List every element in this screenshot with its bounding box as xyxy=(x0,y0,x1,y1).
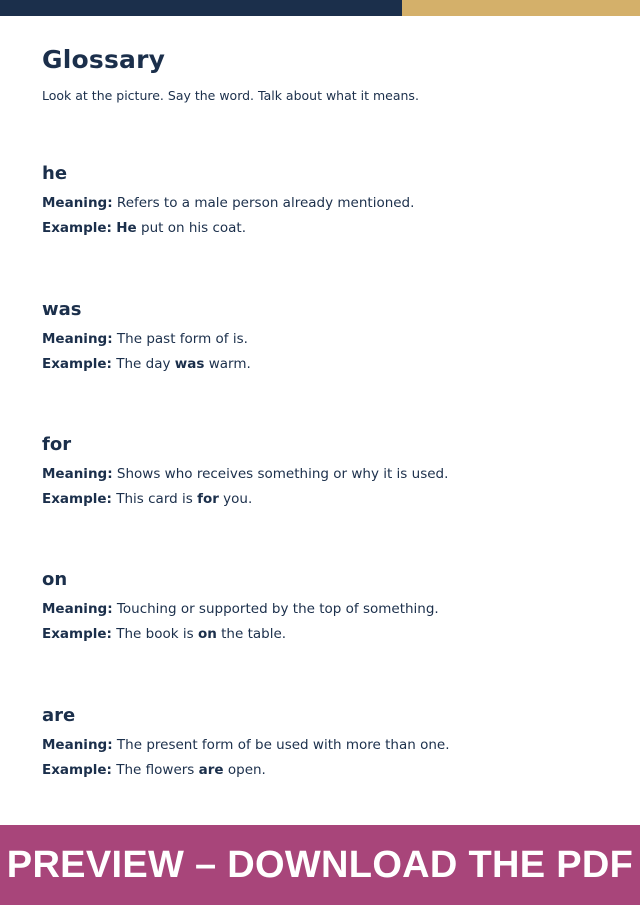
entry-example xyxy=(42,352,602,377)
entry-example xyxy=(42,622,602,647)
meaning-text: The present form of be used with more than one. xyxy=(116,737,450,753)
glossary-entry-was xyxy=(42,298,602,377)
entry-example xyxy=(42,758,602,783)
entry-meaning xyxy=(42,597,602,622)
example-label: Example: xyxy=(42,220,112,236)
preview-download-banner[interactable] xyxy=(0,825,640,905)
example-label: Example: xyxy=(42,356,112,372)
example-label: Example: xyxy=(42,626,112,642)
example-text-after: warm. xyxy=(204,356,251,372)
top-accent-navy xyxy=(0,0,402,16)
meaning-label: Meaning: xyxy=(42,331,113,347)
example-highlight-word: on xyxy=(197,626,217,642)
example-text-before: This card is xyxy=(116,491,198,507)
example-label: Example: xyxy=(42,491,112,507)
example-highlight-word: are xyxy=(198,762,224,778)
example-text-before: The book is xyxy=(116,626,198,642)
example-highlight-word: for xyxy=(197,491,219,507)
entry-word: he xyxy=(42,163,68,184)
example-text-after: put on his coat. xyxy=(136,220,246,236)
entry-meaning xyxy=(42,327,602,352)
entry-word: are xyxy=(42,705,76,726)
entry-word: was xyxy=(42,299,82,320)
page-title: Glossary xyxy=(42,45,166,74)
meaning-text: The past form of is. xyxy=(116,331,248,347)
example-text-after: open. xyxy=(223,762,266,778)
entry-meaning xyxy=(42,191,602,216)
entry-meaning xyxy=(42,462,602,487)
meaning-text: Shows who receives something or why it is used. xyxy=(116,466,449,482)
banner-text: PREVIEW – DOWNLOAD THE PDF xyxy=(6,843,634,886)
example-text-before: The day xyxy=(116,356,175,372)
glossary-content xyxy=(42,44,602,778)
entry-word: on xyxy=(42,569,68,590)
glossary-entry-on xyxy=(42,568,602,647)
example-text-after: the table. xyxy=(216,626,287,642)
glossary-entry-are xyxy=(42,704,602,783)
entry-example xyxy=(42,487,602,512)
example-highlight-word: He xyxy=(116,220,137,236)
glossary-entry-he xyxy=(42,162,602,241)
entry-meaning xyxy=(42,733,602,758)
meaning-label: Meaning: xyxy=(42,195,113,211)
meaning-label: Meaning: xyxy=(42,601,113,617)
example-text-after: you. xyxy=(218,491,253,507)
top-accent-gold xyxy=(402,0,640,16)
glossary-entry-for xyxy=(42,433,602,512)
meaning-text: Refers to a male person already mentioned. xyxy=(116,195,415,211)
page-subtitle: Look at the picture. Say the word. Talk about what it means. xyxy=(42,88,419,103)
example-text-before: The flowers xyxy=(116,762,199,778)
top-accent-bar xyxy=(0,0,640,16)
example-highlight-word: was xyxy=(174,356,205,372)
meaning-text: Touching or supported by the top of something. xyxy=(116,601,439,617)
meaning-label: Meaning: xyxy=(42,466,113,482)
entry-example xyxy=(42,216,602,241)
entry-word: for xyxy=(42,434,72,455)
example-label: Example: xyxy=(42,762,112,778)
meaning-label: Meaning: xyxy=(42,737,113,753)
